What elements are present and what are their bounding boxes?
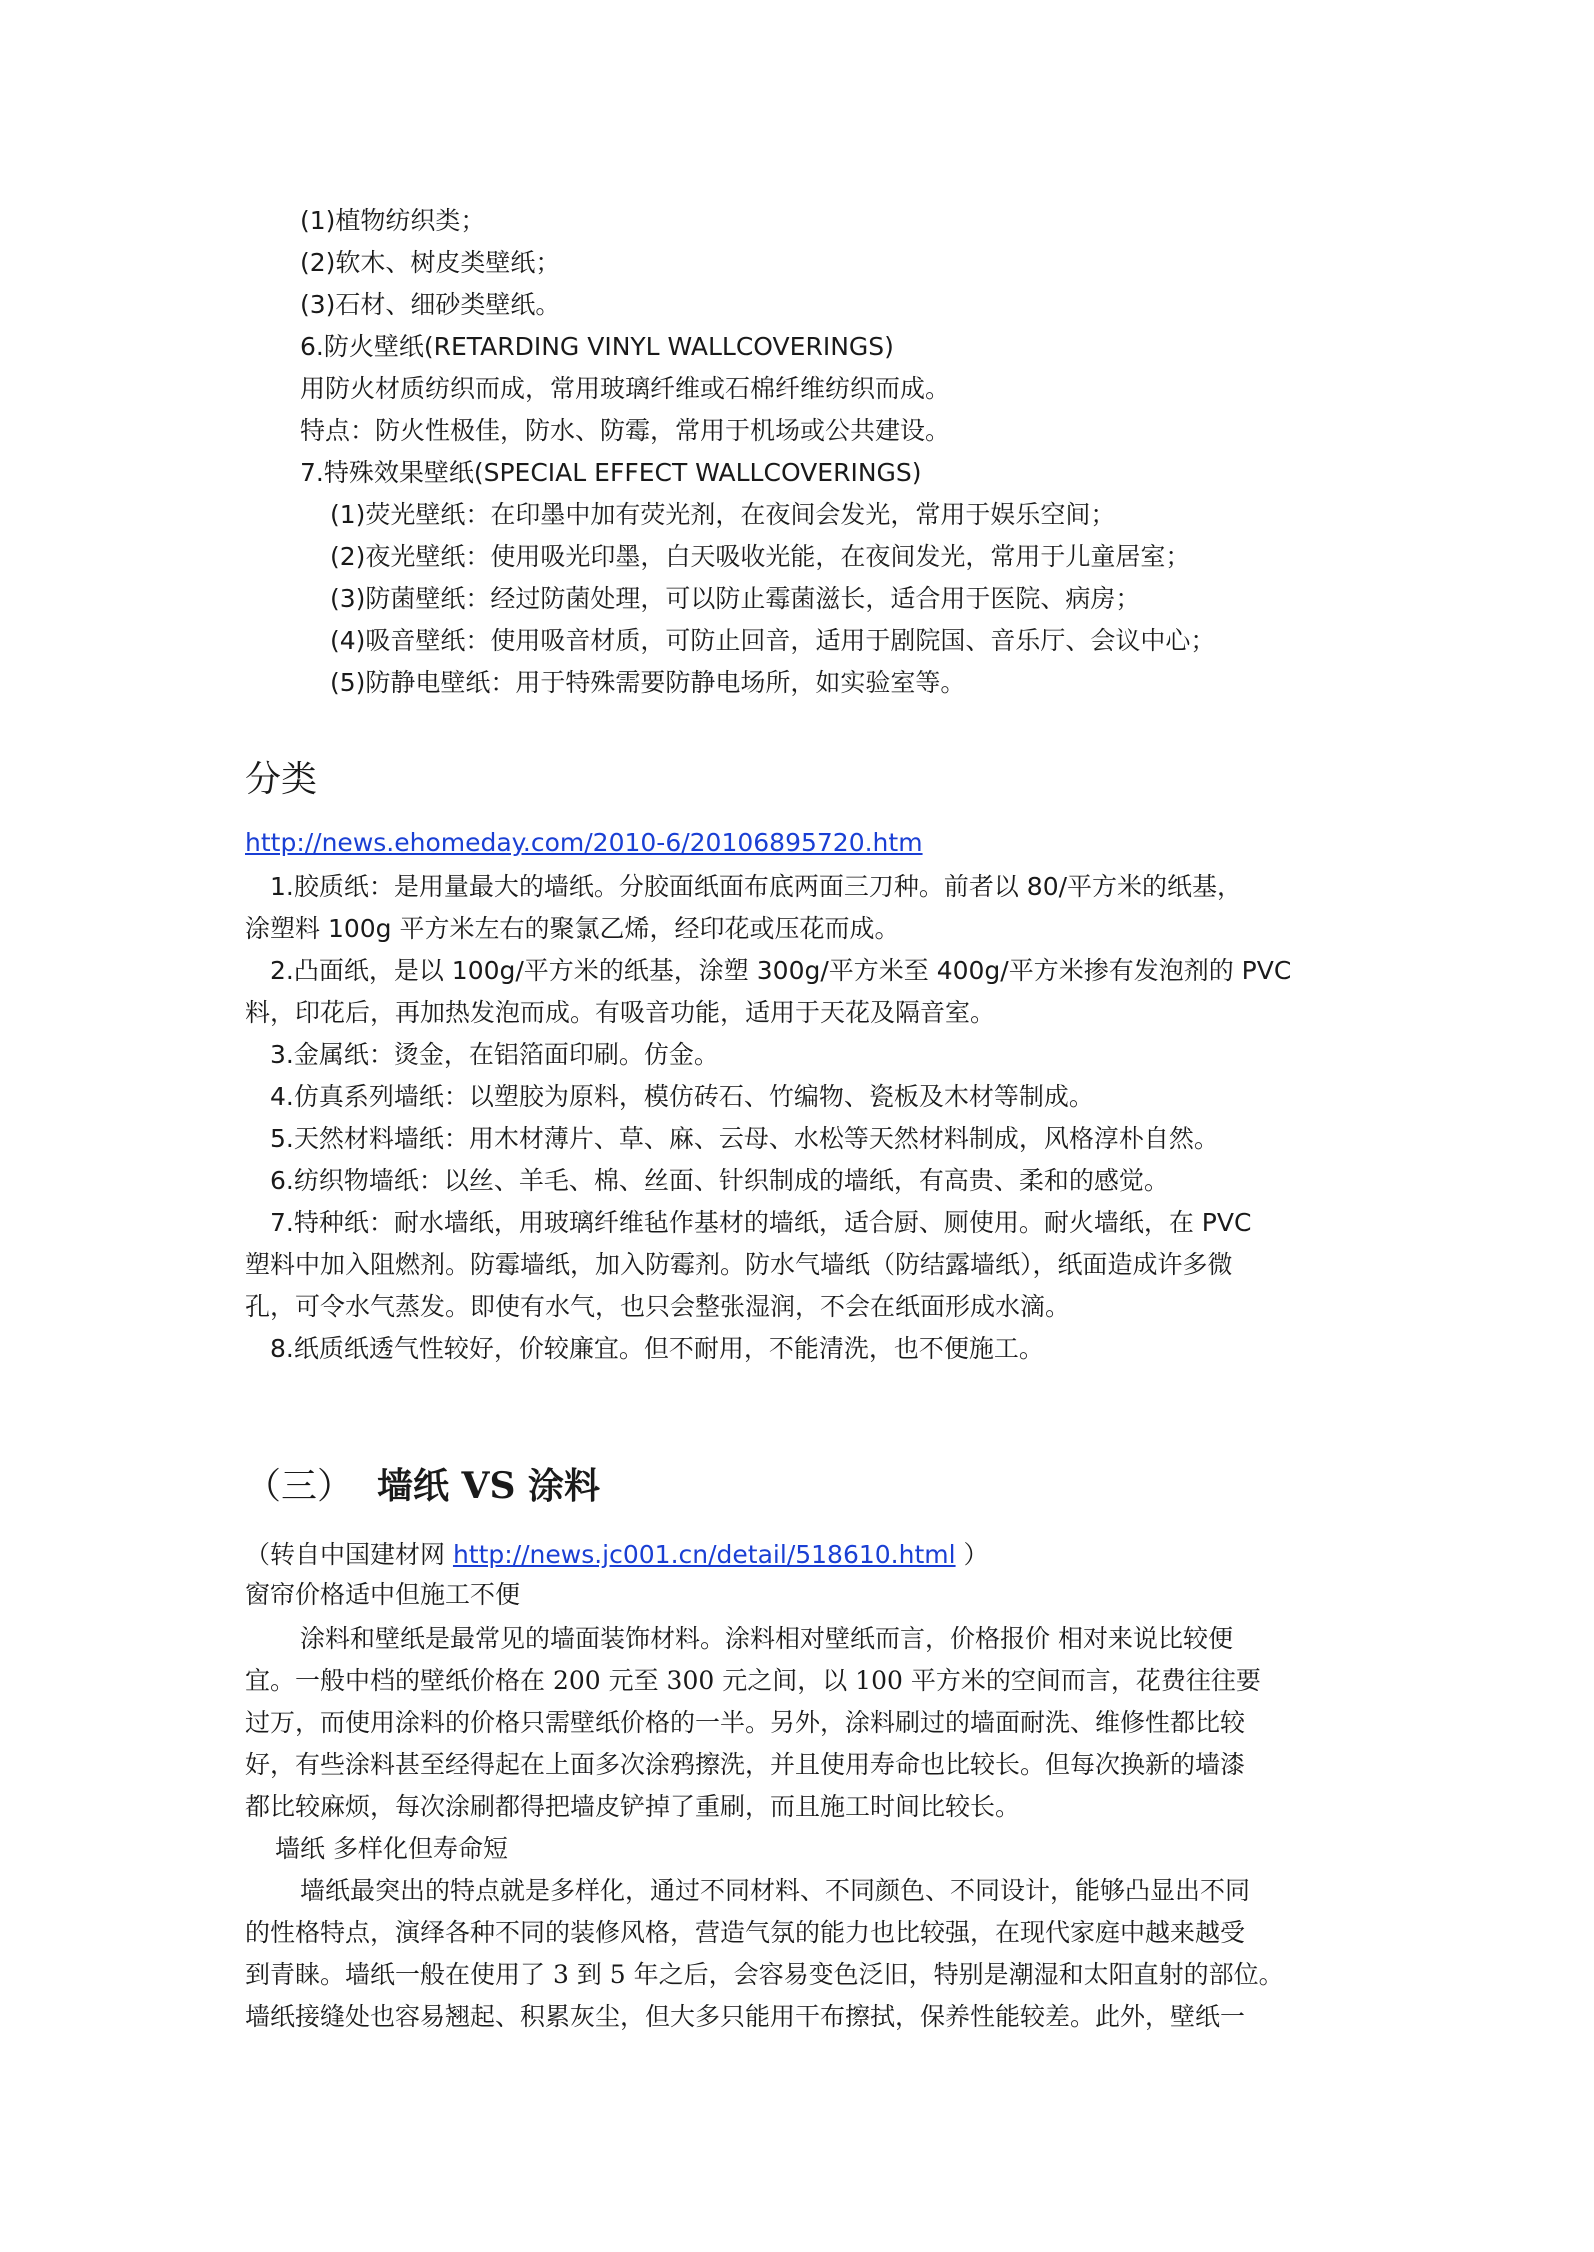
paragraph-line: 墙纸接缝处也容易翘起、积累灰尘，但大多只能用干布擦拭，保养性能较差。此外，壁纸一 <box>245 2002 1246 2031</box>
section-heading: 分类 <box>245 759 318 800</box>
paragraph-line: 7.特种纸：耐水墙纸，用玻璃纤维毡作基材的墙纸，适合厨、厕使用。耐火墙纸，在 PVC <box>270 1208 1252 1237</box>
paragraph-line: 6.纺织物墙纸：以丝、羊毛、棉、丝面、针织制成的墙纸，有高贵、柔和的感觉。 <box>270 1166 1169 1195</box>
source-link-line <box>245 830 923 855</box>
section-heading <box>245 1465 601 1507</box>
paragraph-line: 3.金属纸：烫金，在铝箔面印刷。仿金。 <box>270 1040 719 1069</box>
paragraph-line: 的性格特点，演绎各种不同的装修风格，营造气氛的能力也比较强，在现代家庭中越来越受 <box>245 1918 1246 1947</box>
paragraph-line: 过万，而使用涂料的价格只需壁纸价格的一半。另外，涂料刷过的墙面耐洗、维修性都比较 <box>245 1708 1246 1737</box>
list-item: (2)夜光壁纸：使用吸光印墨，白天吸收光能，在夜间发光，常用于儿童居室； <box>330 542 1191 571</box>
paragraph-line: 塑料中加入阻燃剂。防霉墙纸，加入防霉剂。防水气墙纸（防结露墙纸），纸面造成许多微 <box>245 1250 1233 1279</box>
list-item: (2)软木、树皮类壁纸； <box>300 248 561 277</box>
paragraph-line: 孔，可令水气蒸发。即使有水气，也只会整张湿润，不会在纸面形成水滴。 <box>245 1292 1071 1321</box>
paragraph-line: 到青睐。墙纸一般在使用了 3 到 5 年之后，会容易变色泛旧，特别是潮湿和太阳直射的部位。 <box>245 1960 1284 1989</box>
list-item: 7.特殊效果壁纸(SPECIAL EFFECT WALLCOVERINGS) <box>300 458 922 487</box>
source-link[interactable]: http://news.jc001.cn/detail/518610.html <box>452 1540 956 1569</box>
paragraph-line: 都比较麻烦，每次涂刷都得把墙皮铲掉了重刷，而且施工时间比较长。 <box>245 1792 1021 1821</box>
list-item: 用防火材质纺织而成，常用玻璃纤维或石棉纤维纺织而成。 <box>300 374 951 403</box>
list-item: (5)防静电壁纸：用于特殊需要防静电场所，如实验室等。 <box>330 668 966 697</box>
list-item: 6.防火壁纸(RETARDING VINYL WALLCOVERINGS) <box>300 332 894 361</box>
list-item: (3)石材、细砂类壁纸。 <box>300 290 561 319</box>
subtitle: 窗帘价格适中但施工不便 <box>245 1580 521 1609</box>
paragraph-line: 料，印花后，再加热发泡而成。有吸音功能，适用于天花及隔音室。 <box>245 998 996 1027</box>
paragraph-line: 4.仿真系列墙纸：以塑胶为原料，模仿砖石、竹编物、瓷板及木材等制成。 <box>270 1082 1094 1111</box>
source-line <box>245 1542 989 1567</box>
source-prefix: （转自中国建材网 <box>245 1540 453 1569</box>
list-item: (4)吸音壁纸：使用吸音材质，可防止回音，适用于剧院国、音乐厅、会议中心； <box>330 626 1216 655</box>
paragraph-line: 5.天然材料墙纸：用木材薄片、草、麻、云母、水松等天然材料制成，风格淳朴自然。 <box>270 1124 1219 1153</box>
paragraph-line: 涂料和壁纸是最常见的墙面装饰材料。涂料相对壁纸而言，价格报价 相对来说比较便 <box>300 1624 1233 1653</box>
source-link[interactable]: http://news.ehomeday.com/2010-6/20106895720.htm <box>245 828 923 857</box>
source-suffix: ） <box>955 1540 989 1569</box>
paragraph-line: 2.凸面纸，是以 100g/平方米的纸基，涂塑 300g/平方米至 400g/平方米掺有发泡剂的 PVC <box>270 956 1292 985</box>
paragraph-line: 涂塑料 100g 平方米左右的聚氯乙烯，经印花或压花而成。 <box>245 914 900 943</box>
heading-prefix: （三） <box>245 1466 354 1507</box>
paragraph-line: 宜。一般中档的壁纸价格在 200 元至 300 元之间，以 100 平方米的空间而言，花费往往要 <box>245 1666 1261 1695</box>
paragraph-line: 好，有些涂料甚至经得起在上面多次涂鸦擦洗，并且使用寿命也比较长。但每次换新的墙漆 <box>245 1750 1246 1779</box>
list-item: 特点：防火性极佳，防水、防霉，常用于机场或公共建设。 <box>300 416 951 445</box>
list-item: (1)荧光壁纸：在印墨中加有荧光剂，在夜间会发光，常用于娱乐空间； <box>330 500 1116 529</box>
paragraph-line: 8.纸质纸透气性较好，价较廉宜。但不耐用，不能清洗，也不便施工。 <box>270 1334 1044 1363</box>
list-item: (3)防菌壁纸：经过防菌处理，可以防止霉菌滋长，适合用于医院、病房； <box>330 584 1141 613</box>
list-item: (1)植物纺织类； <box>300 206 486 235</box>
subtitle: 墙纸 多样化但寿命短 <box>275 1834 508 1863</box>
paragraph-line: 1.胶质纸：是用量最大的墙纸。分胶面纸面布底两面三刀种。前者以 80/平方米的纸基， <box>270 872 1243 901</box>
paragraph-line: 墙纸最突出的特点就是多样化，通过不同材料、不同颜色、不同设计，能够凸显出不同 <box>300 1876 1251 1905</box>
heading-title: 墙纸 VS 涂料 <box>377 1465 601 1507</box>
